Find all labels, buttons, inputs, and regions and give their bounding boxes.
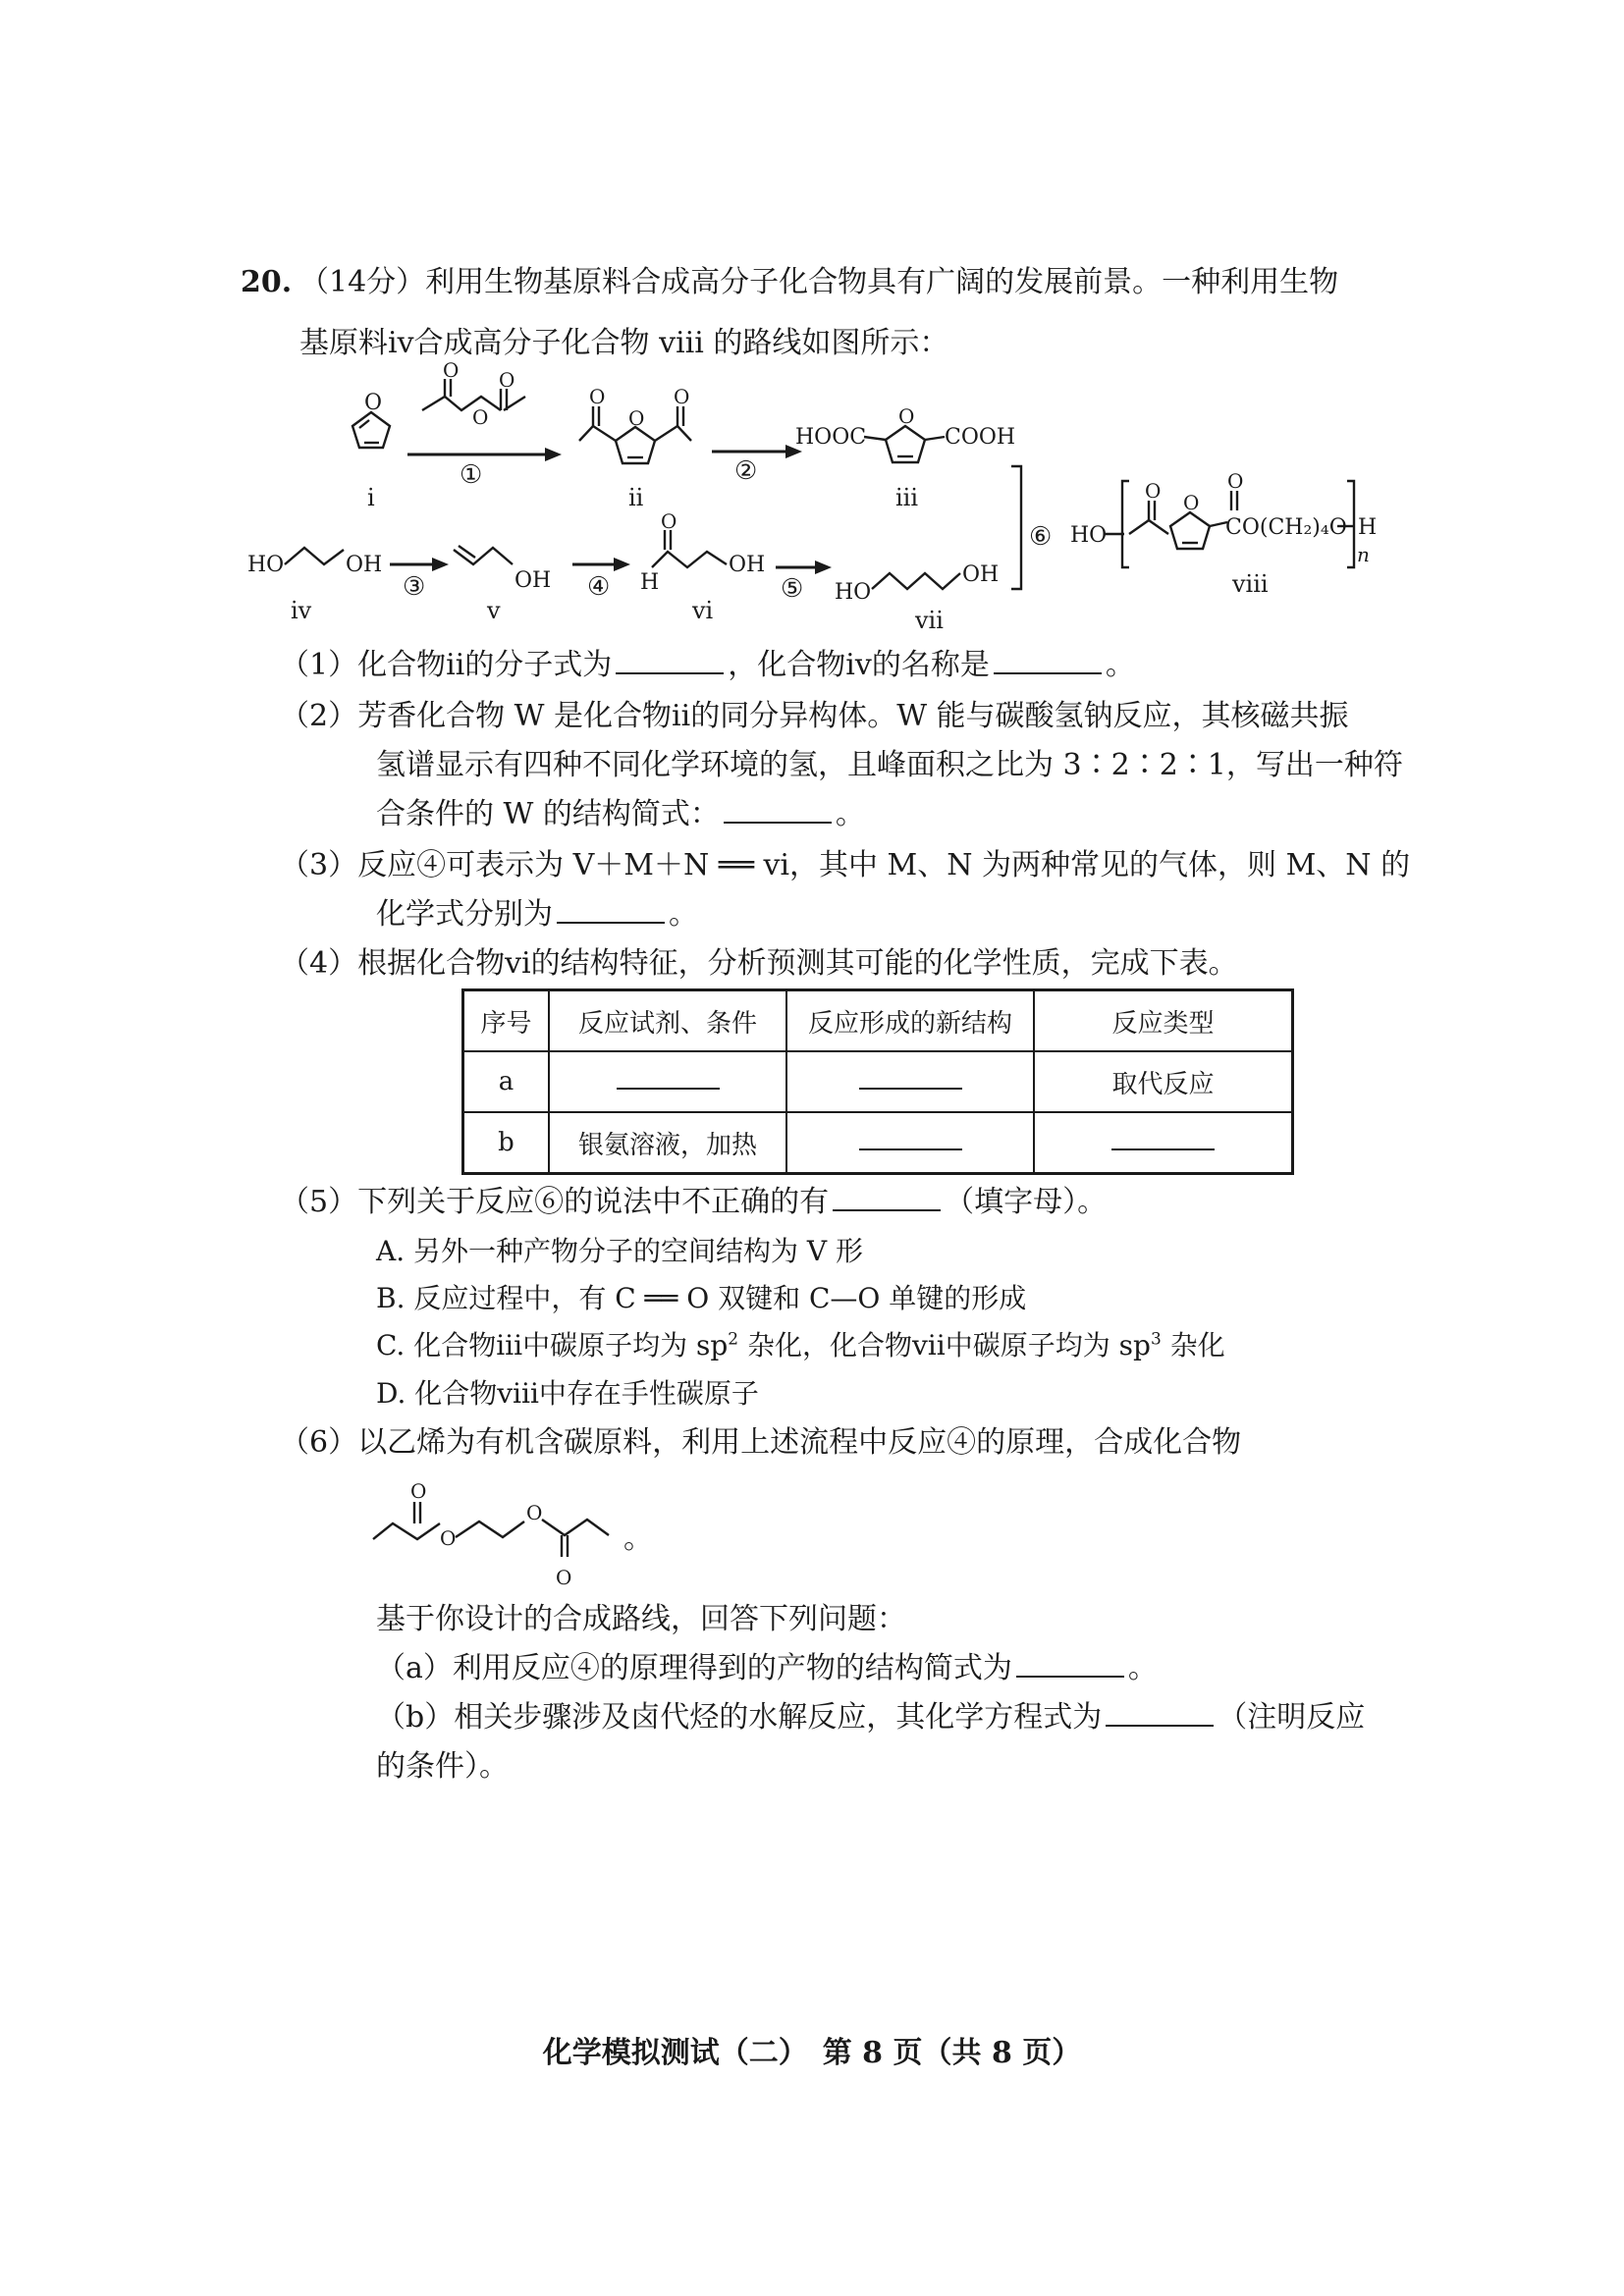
atom-o: O xyxy=(556,1566,572,1589)
group-end-h: H xyxy=(1358,515,1378,540)
option-c-text3: 杂化 xyxy=(1161,1329,1225,1362)
step-4-label: ④ xyxy=(587,572,611,602)
row-structure-cell[interactable] xyxy=(786,1051,1034,1112)
table-header: 反应试剂、条件 xyxy=(549,990,786,1052)
part-1 xyxy=(280,646,1135,685)
part-1-text-c: 。 xyxy=(1105,648,1135,682)
part-4-line1 xyxy=(280,944,1238,984)
option-c-text2: 杂化，化合物ⅶ中碳原子均为 sp xyxy=(738,1329,1151,1362)
answer-blank-4a-reagent[interactable] xyxy=(617,1070,720,1090)
part-6-qb xyxy=(376,1698,1365,1737)
part-6-qb-line2: 的条件）。 xyxy=(376,1749,509,1784)
atom-h: H xyxy=(640,570,660,595)
option-b: B. 反应过程中，有 C ══ O 双键和 C—O 单键的形成 xyxy=(376,1282,1027,1314)
part-5-text-a: 下列关于反应⑥的说法中不正确的有 xyxy=(357,1185,830,1219)
table-header-row xyxy=(463,990,1293,1052)
label-i: i xyxy=(367,484,375,511)
step-6-label: ⑥ xyxy=(1029,522,1053,552)
part-5-stem xyxy=(280,1183,1107,1222)
part-6-qb-text: （b）相关步骤涉及卤代烃的水解反应，其化学方程式为 xyxy=(376,1700,1103,1735)
page-footer: 化学模拟测试（二） 第 8 页（共 8 页） xyxy=(542,2036,1082,2070)
step-3-label: ③ xyxy=(403,572,426,602)
answer-blank-4b-structure[interactable] xyxy=(859,1131,962,1150)
repeat-n: n xyxy=(1357,543,1370,566)
part-2-text-l3b: 。 xyxy=(835,797,865,831)
part-6-qa-end: 。 xyxy=(1127,1651,1158,1685)
step-5-label: ⑤ xyxy=(781,574,804,604)
arrow-4-head xyxy=(614,558,630,571)
part-6-line1 xyxy=(280,1423,1241,1463)
label-ii: ii xyxy=(628,484,644,511)
compound-iii xyxy=(795,404,1015,462)
atom-o: O xyxy=(440,1526,457,1550)
group-ester-tail: CO(CH₂)₄O xyxy=(1225,515,1347,540)
part-1-number: （1） xyxy=(280,648,358,682)
group-oh: OH xyxy=(729,553,766,577)
group-ho: HO xyxy=(247,553,285,577)
atom-o: O xyxy=(499,368,515,392)
compound-iv xyxy=(247,548,382,577)
table-row xyxy=(463,1051,1293,1112)
atom-o: O xyxy=(1227,469,1244,493)
part-2-text-l3a: 合条件的 W 的结构简式： xyxy=(376,797,720,831)
option-c-sup1: 2 xyxy=(728,1329,739,1350)
part-6-line2: 基于你设计的合成路线，回答下列问题： xyxy=(376,1602,906,1636)
table-header: 序号 xyxy=(463,990,550,1052)
atom-o: O xyxy=(661,509,677,533)
group-oh: OH xyxy=(962,562,1000,587)
compound-v xyxy=(454,546,551,593)
answer-blank-1b[interactable] xyxy=(994,647,1102,674)
part-6-qb-end: （注明反应 xyxy=(1218,1700,1366,1735)
answer-blank-6b[interactable] xyxy=(1106,1699,1214,1727)
label-iv: iv xyxy=(291,597,312,624)
answer-blank-4b-type[interactable] xyxy=(1111,1131,1215,1150)
part-5-number: （5） xyxy=(280,1185,358,1219)
label-vi: vi xyxy=(692,597,714,624)
label-viii: viii xyxy=(1232,570,1269,598)
atom-o: O xyxy=(364,391,383,415)
part-2-line1 xyxy=(280,697,1349,736)
part-2-number: （2） xyxy=(280,699,358,733)
answer-blank-4a-structure[interactable] xyxy=(859,1070,962,1090)
group-cooh: COOH xyxy=(945,425,1016,450)
group-oh: OH xyxy=(514,568,552,593)
part-5-text-b: （填字母）。 xyxy=(945,1185,1108,1219)
row-reagent-cell[interactable] xyxy=(549,1051,786,1112)
part-6-text-l1: 以乙烯为有机含碳原料，利用上述流程中反应④的原理，合成化合物 xyxy=(357,1425,1242,1460)
atom-o: O xyxy=(472,405,489,429)
atom-o: O xyxy=(628,406,645,430)
atom-o: O xyxy=(443,358,460,382)
part-6-qa-text: （a）利用反应④的原理得到的产物的结构简式为 xyxy=(376,1651,1012,1685)
atom-o: O xyxy=(410,1479,427,1503)
part-4-number: （4） xyxy=(280,946,358,981)
option-d: D. 化合物ⅷ中存在手性碳原子 xyxy=(376,1377,759,1410)
answer-blank-6a[interactable] xyxy=(1016,1650,1124,1678)
label-iii: iii xyxy=(895,484,919,511)
answer-blank-1a[interactable] xyxy=(616,647,724,674)
part-2-text-l1: 芳香化合物 W 是化合物ⅱ的同分异构体。W 能与碳酸氢钠反应，其核磁共振 xyxy=(357,699,1349,733)
atom-o: O xyxy=(589,385,606,408)
group-ho: HO xyxy=(835,580,872,605)
compound-viii xyxy=(1070,469,1377,567)
atom-o: O xyxy=(1145,479,1162,503)
row-type-cell[interactable] xyxy=(1034,1112,1293,1174)
option-c xyxy=(376,1326,1225,1365)
part-4-text-l1: 根据化合物ⅵ的结构特征，分析预测其可能的化学性质，完成下表。 xyxy=(357,946,1238,981)
row-id: b xyxy=(463,1112,550,1174)
row-reagent: 银氨溶液，加热 xyxy=(549,1112,786,1174)
compound-ii xyxy=(579,385,691,463)
part-6-qa xyxy=(376,1649,1158,1688)
step-1-label: ① xyxy=(460,460,483,490)
compound-vii xyxy=(835,562,999,605)
compound-i-furan xyxy=(352,391,390,448)
step-2-label: ② xyxy=(734,456,758,486)
table-row xyxy=(463,1112,1293,1174)
part-3-text-l2a: 化学式分别为 xyxy=(376,897,553,932)
arrow-1-head xyxy=(545,448,562,461)
target-molecule-period: 。 xyxy=(623,1522,653,1556)
part-1-text-b: ，化合物ⅳ的名称是 xyxy=(728,648,990,682)
part-2-line2: 氢谱显示有四种不同化学环境的氢，且峰面积之比为 3∶2∶2∶1，写出一种符 xyxy=(376,748,1403,782)
part-3-number: （3） xyxy=(280,848,358,882)
part-3-line2 xyxy=(376,895,698,934)
atom-o: O xyxy=(674,385,690,408)
arrow-3-head xyxy=(432,558,449,571)
group-hooc: HOOC xyxy=(795,425,867,450)
atom-o: O xyxy=(1183,491,1200,514)
group-ho: HO xyxy=(1070,523,1108,548)
table-header: 反应形成的新结构 xyxy=(786,990,1034,1052)
group-oh: OH xyxy=(346,553,383,577)
question-intro-line1: （14分）利用生物基原料合成高分子化合物具有广阔的发展前景。一种利用生物 xyxy=(299,265,1339,299)
label-vii: vii xyxy=(915,607,944,634)
acetic-anhydride xyxy=(422,358,525,429)
atom-o: O xyxy=(526,1501,543,1524)
label-v: v xyxy=(487,597,501,624)
option-c-text1: C. 化合物ⅲ中碳原子均为 sp xyxy=(376,1329,729,1362)
question-number: 20. xyxy=(241,265,293,299)
row-id: a xyxy=(463,1051,550,1112)
part-2-line3 xyxy=(376,795,865,834)
option-a: A. 另外一种产物分子的空间结构为 V 形 xyxy=(376,1235,864,1267)
option-c-sup2: 3 xyxy=(1150,1329,1162,1350)
part-3-text-l1: 反应④可表示为 V＋M＋N ══ ⅵ，其中 M、N 为两种常见的气体，则 M、N 的 xyxy=(357,848,1411,882)
part-3-line1 xyxy=(280,846,1410,885)
answer-blank-5[interactable] xyxy=(833,1184,941,1211)
atom-o: O xyxy=(898,404,915,428)
row-type: 取代反应 xyxy=(1034,1051,1293,1112)
answer-blank-3[interactable] xyxy=(557,896,665,924)
part-6-number: （6） xyxy=(280,1425,358,1460)
part-3-text-l2b: 。 xyxy=(669,897,698,932)
row-structure-cell[interactable] xyxy=(786,1112,1034,1174)
compound-vi xyxy=(640,509,765,595)
arrow-5-head xyxy=(815,561,832,574)
question-intro-line2: 基原料ⅳ合成高分子化合物 ⅷ 的路线如图所示： xyxy=(299,326,949,360)
properties-table xyxy=(461,988,1294,1175)
table-header: 反应类型 xyxy=(1034,990,1293,1052)
answer-blank-2[interactable] xyxy=(724,796,832,824)
merge-bracket xyxy=(1011,466,1021,589)
part-1-text-a: 化合物ⅱ的分子式为 xyxy=(357,648,613,682)
target-molecule xyxy=(373,1479,609,1589)
